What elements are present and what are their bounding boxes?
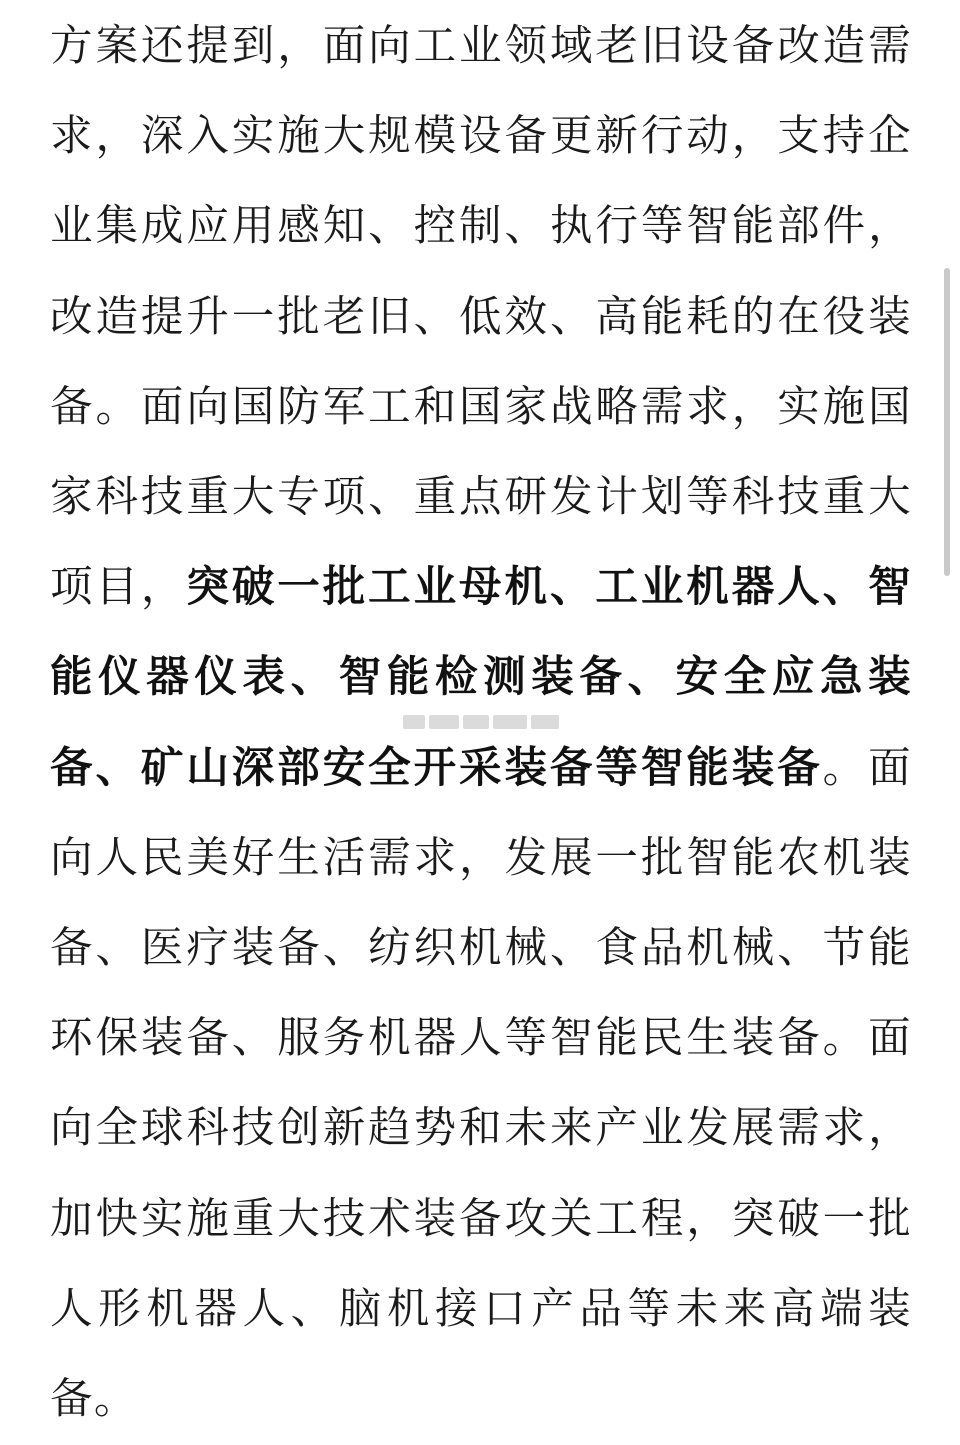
watermark-blur	[403, 712, 559, 732]
paragraph-segment-intro: 方案还提到，面向工业领域老旧设备改造需求，深入实施大规模设备更新行动，支持企业集成应用感知、控制、执行等智能部件，改造提升一批老旧、低效、高能耗的在役装备。面向国防军工和国家战略需求，实施国家科技重大专项、重点研发计划等科技重大项目，	[50, 22, 912, 613]
paragraph-segment-bold: 突破一批工业母机、工业机器人、智能仪器仪表、智能检测装备、安全应急装备、矿山深部安全开采装备等智能装备	[50, 563, 913, 793]
scrollbar-thumb[interactable]	[944, 268, 950, 576]
paragraph-segment-rest: 。面向人民美好生活需求，发展一批智能农机装备、医疗装备、纺织机械、食品机械、节能环保装备、服务机器人等智能民生装备。面向全球科技创新趋势和未来产业发展需求，加快实施重大技术装备攻关工程，突破一批人形机器人、脑机接口产品等未来高端装备。	[50, 743, 912, 1425]
